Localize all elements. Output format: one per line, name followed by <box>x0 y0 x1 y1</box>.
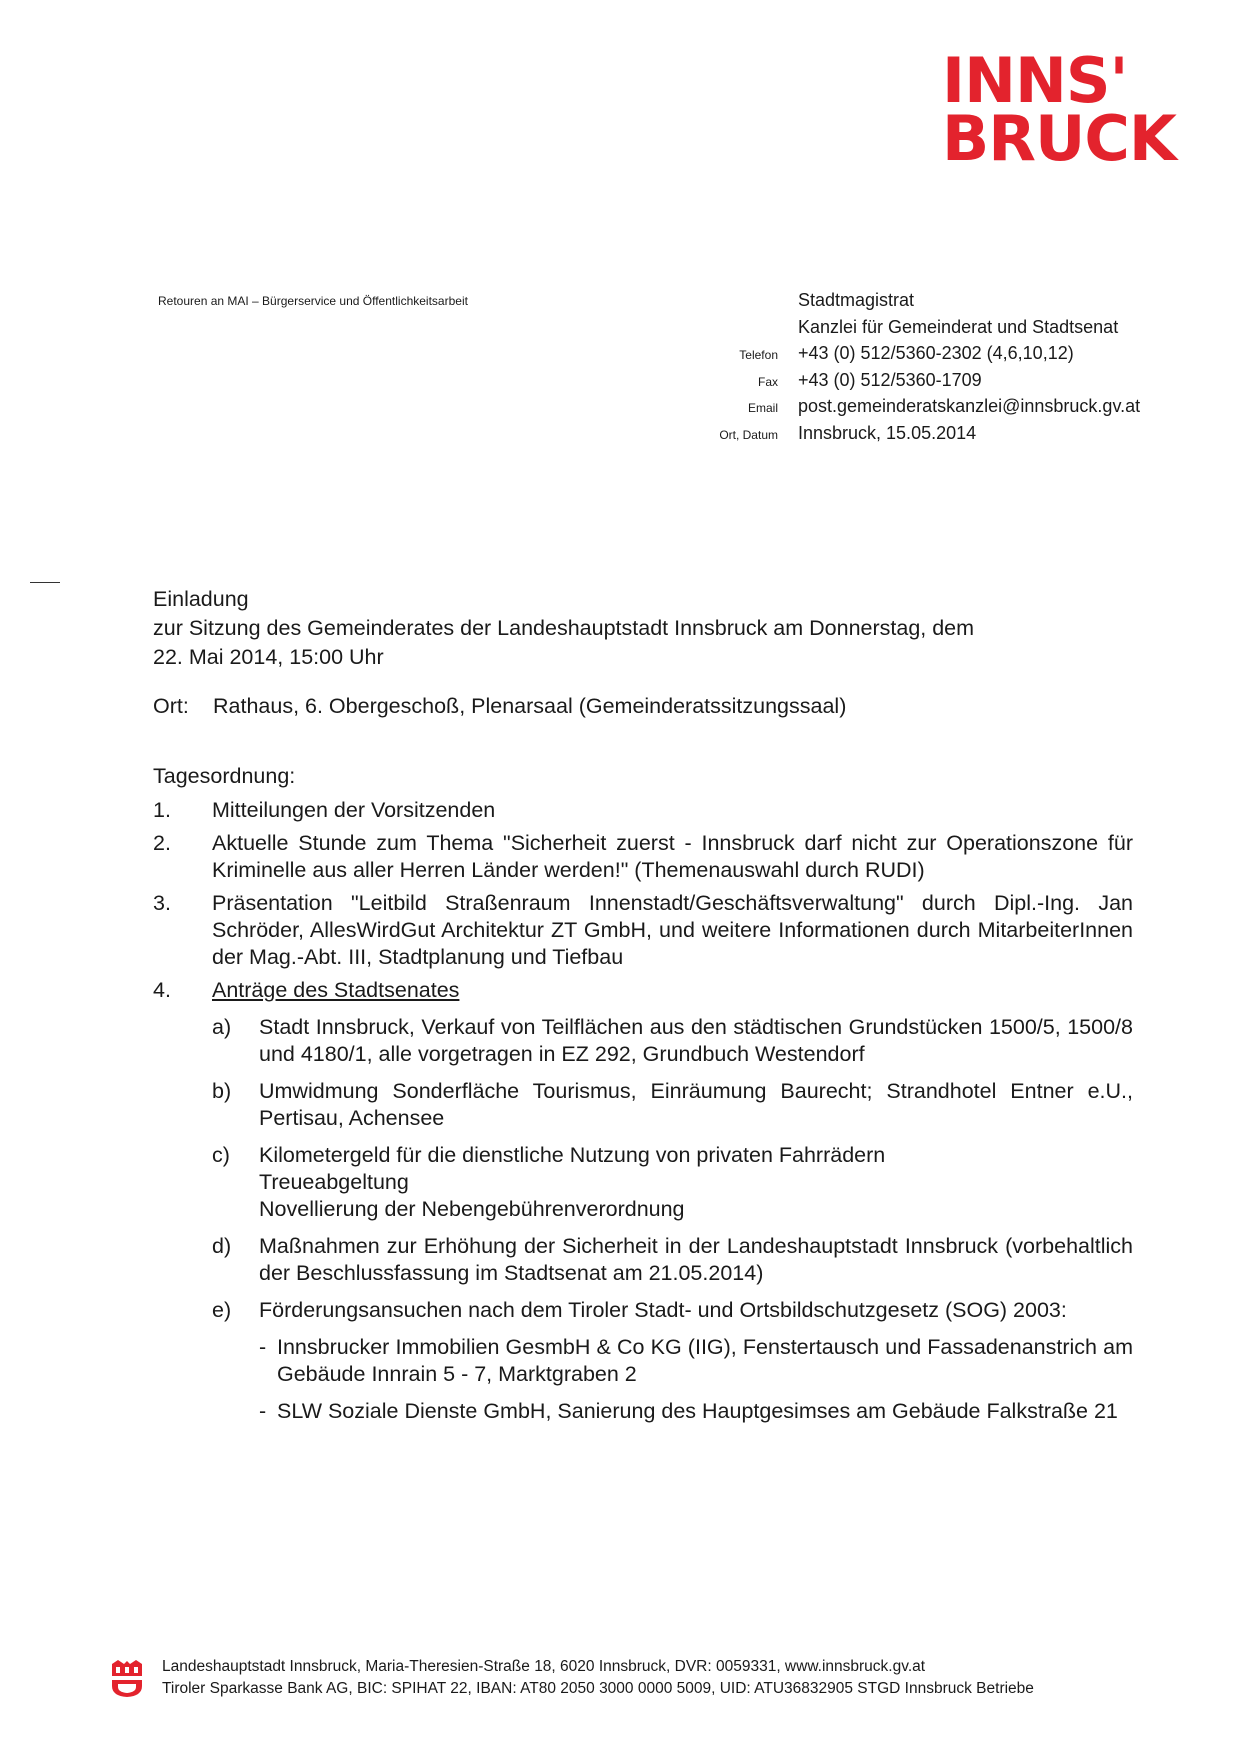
sub-item-line: Kilometergeld für die dienstliche Nutzung von privaten Fahrrädern <box>259 1143 886 1167</box>
fax-label: Fax <box>757 374 778 389</box>
dash-item-text: SLW Soziale Dienste GmbH, Sanierung des Hauptgesimses am Gebäude Falkstraße 21 <box>277 1399 1118 1423</box>
sub-item-text: Stadt Innsbruck, Verkauf von Teilflächen aus den städtischen Grundstücken 1500/5, 1500/8 und 4180/1, alle vorgetragen in EZ 292, Grundbuch Westendorf <box>259 1015 1133 1066</box>
agenda-sub-item <box>212 1142 1133 1223</box>
fax-value: +43 (0) 512/5360-1709 <box>798 369 982 390</box>
sub-item-text: Umwidmung Sonderfläche Tourismus, Einräumung Baurecht; Strandhotel Entner e.U., Pertisau, Achensee <box>259 1079 1133 1130</box>
sub-item-text: Förderungsansuchen nach dem Tiroler Stadt- und Ortsbildschutzgesetz (SOG) 2003: <box>259 1298 1067 1322</box>
place-date-value: Innsbruck, 15.05.2014 <box>798 422 977 443</box>
agenda-item-number: 1. <box>153 798 171 822</box>
agenda-item <box>153 977 1133 1004</box>
agenda-sub-item <box>212 1078 1133 1132</box>
sender-org: Stadtmagistrat <box>798 290 915 310</box>
dash-bullet: - <box>259 1335 267 1359</box>
place-date-label: Ort, Datum <box>719 427 778 442</box>
sub-item-text <box>259 1142 1133 1223</box>
sub-item-text: Maßnahmen zur Erhöhung der Sicherheit in der Landeshauptstadt Innsbruck (vorbehaltlich der Beschlussfassung im Stadtsenat am 21.05.2014) <box>259 1234 1133 1285</box>
sub-item-line: Treueabgeltung <box>259 1170 409 1194</box>
agenda-item <box>153 830 1133 884</box>
dash-bullet: - <box>259 1399 267 1423</box>
footer <box>110 1656 1034 1700</box>
return-address-line: Retouren an MAI – Bürgerservice und Öffentlichkeitsarbeit <box>158 294 468 308</box>
location-line <box>153 694 1133 719</box>
invitation-title <box>153 585 1133 672</box>
agenda-dash-item <box>259 1334 1133 1388</box>
fold-mark <box>30 582 60 583</box>
agenda-sub-item <box>212 1297 1133 1324</box>
sender-block <box>700 290 1140 449</box>
sub-item-letter: b) <box>212 1079 232 1103</box>
city-crest-icon <box>110 1658 144 1698</box>
agenda-item-number: 2. <box>153 831 171 855</box>
phone-value: +43 (0) 512/5360-2302 (4,6,10,12) <box>798 343 1074 363</box>
agenda-sub-item <box>212 1233 1133 1287</box>
agenda-item-text: Präsentation "Leitbild Straßenraum Innenstadt/Geschäftsverwaltung" durch Dipl.-Ing. Jan Schröder, AllesWirdGut Architektur ZT GmbH, und weitere Informationen durch MitarbeiterInnen der Mag.-Abt. III, Stadtplanung und Tiefbau <box>212 891 1133 969</box>
agenda-heading: Tagesordnung: <box>153 764 296 788</box>
agenda-item-number: 4. <box>153 978 171 1002</box>
location-label: Ort: <box>153 694 189 718</box>
location-value: Rathaus, 6. Obergeschoß, Plenarsaal (Gemeinderatssitzungssaal) <box>213 694 847 718</box>
agenda-item-text: Aktuelle Stunde zum Thema "Sicherheit zuerst - Innsbruck darf nicht zur Operationszone für Kriminelle aus aller Herren Länder werden!" (Themenauswahl durch RUDI) <box>212 831 1133 882</box>
innsbruck-logo <box>942 44 1186 176</box>
dash-item-text: Innsbrucker Immobilien GesmbH & Co KG (IIG), Fenstertausch und Fassadenanstrich am Gebäude Innrain 5 - 7, Marktgraben 2 <box>277 1335 1133 1386</box>
sub-item-line: Novellierung der Nebengebührenverordnung <box>259 1197 685 1221</box>
document-body <box>153 585 1133 1425</box>
sub-item-letter: d) <box>212 1234 232 1258</box>
email-label: Email <box>747 401 778 415</box>
email-value[interactable]: post.gemeinderatskanzlei@innsbruck.gv.at <box>798 396 1141 416</box>
logo-line-1: INNS' <box>942 44 1128 117</box>
title-line-3: 22. Mai 2014, 15:00 Uhr <box>153 645 384 669</box>
agenda-item-number: 3. <box>153 891 171 915</box>
footer-bank: Tiroler Sparkasse Bank AG, BIC: SPIHAT 22, IBAN: AT80 2050 3000 0000 5009, UID: ATU36832905 STGD Innsbruck Betriebe <box>162 1680 1034 1697</box>
phone-label: Telefon <box>739 348 778 362</box>
title-line-1: Einladung <box>153 587 249 611</box>
agenda-item <box>153 890 1133 971</box>
footer-address: Landeshauptstadt Innsbruck, Maria-Theresien-Straße 18, 6020 Innsbruck, DVR: 0059331, www.innsbruck.gv.at <box>162 1658 926 1675</box>
agenda-item-text: Anträge des Stadtsenates <box>212 978 460 1002</box>
sender-office: Kanzlei für Gemeinderat und Stadtsenat <box>798 316 1119 337</box>
logo-line-2: BRUCK <box>942 102 1176 175</box>
sub-item-letter: c) <box>212 1143 230 1167</box>
agenda-item <box>153 797 1133 824</box>
agenda-item-text: Mitteilungen der Vorsitzenden <box>212 798 496 822</box>
agenda-sub-item <box>212 1014 1133 1068</box>
sub-item-letter: a) <box>212 1015 232 1039</box>
sub-item-letter: e) <box>212 1298 232 1322</box>
agenda-dash-item <box>259 1398 1133 1425</box>
title-line-2: zur Sitzung des Gemeinderates der Landeshauptstadt Innsbruck am Donnerstag, dem <box>153 616 975 640</box>
